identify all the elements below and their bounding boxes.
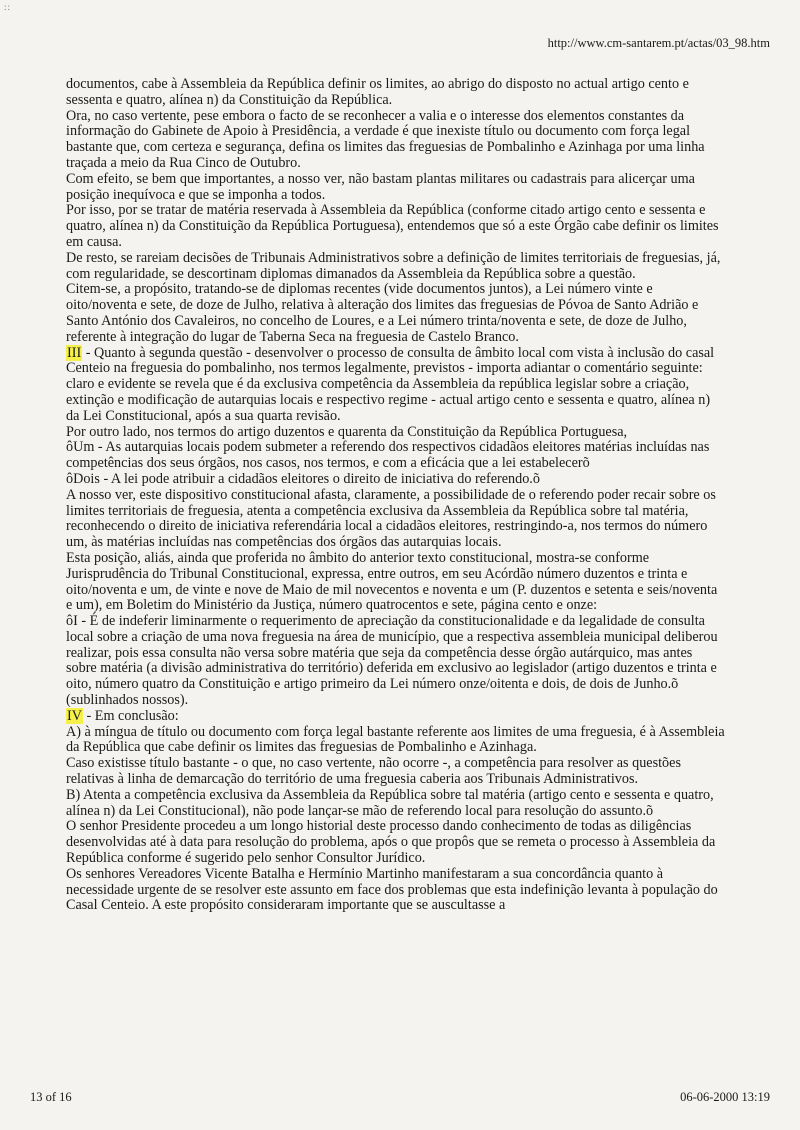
- body-paragraph: [66, 377, 726, 424]
- document-body: [66, 77, 726, 914]
- paragraph-text: claro e evidente se revela que é da exclusiva competência da Assembleia da república legislar sobre a criação, extinção e modificação de autarquias locais e respectivo regime - actual artigo cento e sessenta e quatro, alínea n) da Lei Constitucional, após a sua quarta revisão.: [66, 376, 711, 424]
- body-paragraph: [66, 109, 726, 172]
- body-paragraph: [66, 725, 726, 757]
- body-paragraph: [66, 614, 726, 709]
- header-url: http://www.cm-santarem.pt/actas/03_98.htm: [547, 36, 770, 50]
- paragraph-text: ôUm - As autarquias locais podem submeter a referendo dos respectivos cidadãos eleitores matérias incluídas nas competências dos seus órgãos, nos casos, nos termos, e com a eficácia que a lei estabelecerõ: [66, 439, 710, 472]
- paragraph-text: Caso existisse título bastante - o que, no caso vertente, não ocorre -, a competência para resolver as questões relativas à linha de demarcação do território de uma freguesia caberia aos Tribunais Administrativos.: [66, 755, 681, 788]
- paragraph-text: - Quanto à segunda questão - desenvolver o processo de consulta de âmbito local com vista à inclusão do casal Centeio na freguesia do pombalinho, nos termos legalmente, previstos - importa adiantar o comentário seguinte:: [66, 344, 715, 377]
- paragraph-text: Esta posição, aliás, ainda que proferida no âmbito do anterior texto constitucional, mostra-se conforme Jurisprudência do Tribunal Constitucional, expressa, entre outros, em seu Acórdão número duzentos e trinta e oito/noventa e um, de vinte e nove de Maio de mil novecentos e noventa e um (P. duzentos e setenta e seis/noventa e um), em Boletim do Ministério da Justiça, número quatrocentos e sete, página cento e onze:: [66, 549, 718, 614]
- section-paragraph: [66, 709, 726, 725]
- highlighted-section-marker: III: [67, 344, 82, 361]
- body-paragraph: [66, 788, 726, 820]
- body-paragraph: [66, 472, 726, 488]
- paragraph-text: Com efeito, se bem que importantes, a nosso ver, não bastam plantas militares ou cadastrais para alicerçar uma posição inequívoca e que se imponha a todos.: [66, 170, 695, 203]
- paragraph-text: Ora, no caso vertente, pese embora o facto de se reconhecer a valia e o interesse dos elementos constantes da informação do Gabinete de Apoio à Presidência, a verdade é que inexiste título ou documento com força legal bastante que, com certeza e segurança, defina os limites das freguesias de Pombalinho e Azinhaga por uma linha traçada a meio da Rua Cinco de Outubro.: [66, 107, 705, 171]
- paragraph-text: A) à míngua de título ou documento com força legal bastante referente aos limites de uma freguesia, é à Assembleia da República que cabe definir os limites das freguesias de Pombalinho e Azinhaga.: [66, 723, 725, 756]
- body-paragraph: [66, 203, 726, 250]
- body-paragraph: [66, 282, 726, 345]
- highlighted-section-marker: IV: [67, 707, 82, 724]
- page-number: 13 of 16: [30, 1090, 72, 1104]
- section-paragraph: [66, 346, 726, 378]
- corner-mark: ::: [4, 2, 12, 12]
- print-datetime: 06-06-2000 13:19: [680, 1090, 770, 1104]
- body-paragraph: [66, 251, 726, 283]
- body-paragraph: [66, 488, 726, 551]
- body-paragraph: [66, 551, 726, 614]
- paragraph-text: Os senhores Vereadores Vicente Batalha e Hermínio Martinho manifestaram a sua concordância quanto à necessidade urgente de se resolver este assunto em face dos problemas que esta indefinição levanta à população do Casal Centeio. A este propósito consideraram importante que se auscultasse a: [66, 865, 718, 914]
- paragraph-text: - Em conclusão:: [82, 707, 179, 724]
- body-paragraph: [66, 756, 726, 788]
- body-paragraph: [66, 440, 726, 472]
- paragraph-text: Citem-se, a propósito, tratando-se de diplomas recentes (vide documentos juntos), a Lei número vinte e oito/noventa e sete, de doze de Julho, relativa à alteração dos limites das freguesias de Póvoa de Santo Adrião e Santo António dos Cavaleiros, no concelho de Loures, e a Lei número trinta/noventa e sete, de doze de Julho, referente à integração do lugar de Taberna Seca na freguesia de Castelo Branco.: [66, 281, 699, 345]
- body-paragraph: [66, 867, 726, 914]
- body-paragraph: [66, 77, 726, 109]
- paragraph-text: O senhor Presidente procedeu a um longo historial deste processo dando conhecimento de todas as diligências desenvolvidas até à data para resolução do problema, após o que propôs que se remeta o processo à Assembleia da República conforme é sugerido pelo senhor Consultor Jurídico.: [66, 818, 716, 867]
- paragraph-text: ôI - É de indeferir liminarmente o requerimento de apreciação da constitucionalidade e da legalidade de consulta local sobre a criação de uma nova freguesia na área de município, que a respectiva assembleia municipal deliberou realizar, pois essa consulta não versa sobre matéria que seja da competência desse órgão autárquico, mas antes sobre matéria (a divisão administrativa do território) deferida em exclusivo ao legislador (artigo duzentos e trinta e oito, número quatro da Constituição e artigo primeiro da Lei número onze/oitenta e dois, de dois de Junho.õ (sublinhados nossos).: [66, 613, 718, 709]
- paragraph-text: ôDois - A lei pode atribuir a cidadãos eleitores o direito de iniciativa do referendo.õ: [66, 470, 540, 487]
- paragraph-text: De resto, se rareiam decisões de Tribunais Administrativos sobre a definição de limites territoriais de freguesias, já, com regularidade, se descortinam diplomas dimanados da Assembleia da República sobre a questão.: [66, 249, 721, 282]
- body-paragraph: [66, 425, 726, 441]
- paragraph-text: A nosso ver, este dispositivo constitucional afasta, claramente, a possibilidade de o referendo poder recair sobre os limites territoriais de freguesia, atenta a competência exclusiva da Assembleia da República sobre tal matéria, reconhecendo o direito de iniciativa referendária local a cidadãos eleitores, restringindo-a, nos termos do número um, às matérias incluídas nas competências dos órgãos das autarquias locais.: [66, 486, 716, 551]
- paragraph-text: Por outro lado, nos termos do artigo duzentos e quarenta da Constituição da República Portuguesa,: [66, 423, 628, 440]
- paragraph-text: documentos, cabe à Assembleia da República definir os limites, ao abrigo do disposto no actual artigo cento e sessenta e quatro, alínea n) da Constituição da República.: [66, 76, 689, 108]
- body-paragraph: [66, 172, 726, 204]
- paragraph-text: Por isso, por se tratar de matéria reservada à Assembleia da República (conforme citado artigo cento e sessenta e quatro, alínea n) da Constituição da República Portuguesa), entendemos que só a este Órgão cabe definir os limites em causa.: [66, 202, 719, 250]
- paragraph-text: B) Atenta a competência exclusiva da Assembleia da República sobre tal matéria (artigo cento e sessenta e quatro, alínea n) da Lei Constitucional), não pode lançar-se mão de referendo local para resolução do assunto.õ: [66, 786, 714, 819]
- body-paragraph: [66, 819, 726, 866]
